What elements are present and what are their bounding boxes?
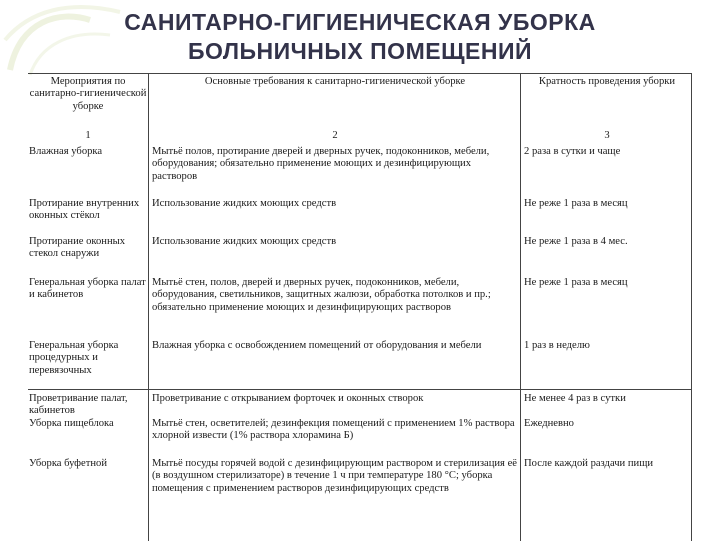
row-8-requirements: Мытьё посуды горячей водой с дезинфицирующим раствором и стерилизация её (в воздушном стерилизаторе) в течение 1 ч при температуре 180 °С; уборка помещения с применением растворов дезинфицирующих средств	[152, 458, 517, 494]
column-divider	[520, 74, 521, 541]
row-5-frequency: 1 раз в неделю	[524, 340, 590, 351]
row-2-frequency: Не реже 1 раза в месяц	[524, 198, 628, 209]
column-number-2: 2	[332, 130, 338, 141]
row-5-requirements: Влажная уборка с освобождением помещений от оборудования и мебели	[152, 340, 482, 351]
row-6-frequency: Не менее 4 раз в сутки	[524, 393, 626, 404]
row-5-activity: Генеральная уборка процедурных и перевязочных	[29, 340, 119, 376]
row-4-frequency: Не реже 1 раза в месяц	[524, 277, 628, 288]
row-6-requirements: Проветривание с открыванием форточек и оконных створок	[152, 393, 424, 404]
column-divider	[148, 74, 149, 541]
row-3-frequency: Не реже 1 раза в 4 мес.	[524, 236, 628, 247]
row-7-frequency: Ежедневно	[524, 418, 574, 429]
row-1-requirements: Мытьё полов, протирание дверей и дверных ручек, подоконников, мебели, оборудования; обязательно применение моющих и дезинфицирующих растворов	[152, 146, 490, 182]
column-number-3: 3	[604, 130, 610, 141]
column-divider	[691, 74, 692, 541]
row-3-activity: Протирание оконных стекол снаружи	[29, 236, 126, 260]
header-activity: Мероприятия по санитарно-гигиенической уборке	[29, 76, 147, 112]
row-3-requirements: Использование жидких моющих средств	[152, 236, 337, 247]
row-2-activity: Протирание внутренних оконных стёкол	[29, 198, 140, 222]
page-title	[40, 8, 680, 66]
header-frequency: Кратность проведения уборки	[538, 76, 676, 87]
row-4-activity: Генеральная уборка палат и кабинетов	[29, 277, 146, 301]
row-7-activity: Уборка пищеблока	[29, 418, 114, 429]
column-number-1: 1	[85, 130, 91, 141]
row-8-activity: Уборка буфетной	[29, 458, 108, 469]
row-6-activity: Проветривание палат, кабинетов	[29, 393, 128, 417]
row-2-requirements: Использование жидких моющих средств	[152, 198, 337, 209]
page-title-line-2: БОЛЬНИЧНЫХ ПОМЕЩЕНИЙ	[187, 38, 533, 64]
page-title-line-1: САНИТАРНО-ГИГИЕНИЧЕСКАЯ УБОРКА	[124, 9, 596, 35]
cleaning-requirements-table	[28, 73, 692, 541]
row-1-frequency: 2 раза в сутки и чаще	[524, 146, 621, 157]
row-4-requirements: Мытьё стен, полов, дверей и дверных ручек, подоконников, мебели, оборудования, светильников, защитных жалюзи, обработка потолков и пр.; обязательно применение моющих и дезинфицирующих растворов	[152, 277, 491, 313]
row-separator	[28, 389, 692, 390]
row-7-requirements: Мытьё стен, осветителей; дезинфекция помещений с применением 1% раствора хлорной извести (1% раствора хлорамина Б)	[152, 418, 515, 442]
row-1-activity: Влажная уборка	[29, 146, 103, 157]
row-8-frequency: После каждой раздачи пищи	[524, 458, 654, 469]
header-requirements: Основные требования к санитарно-гигиенической уборке	[204, 76, 466, 87]
